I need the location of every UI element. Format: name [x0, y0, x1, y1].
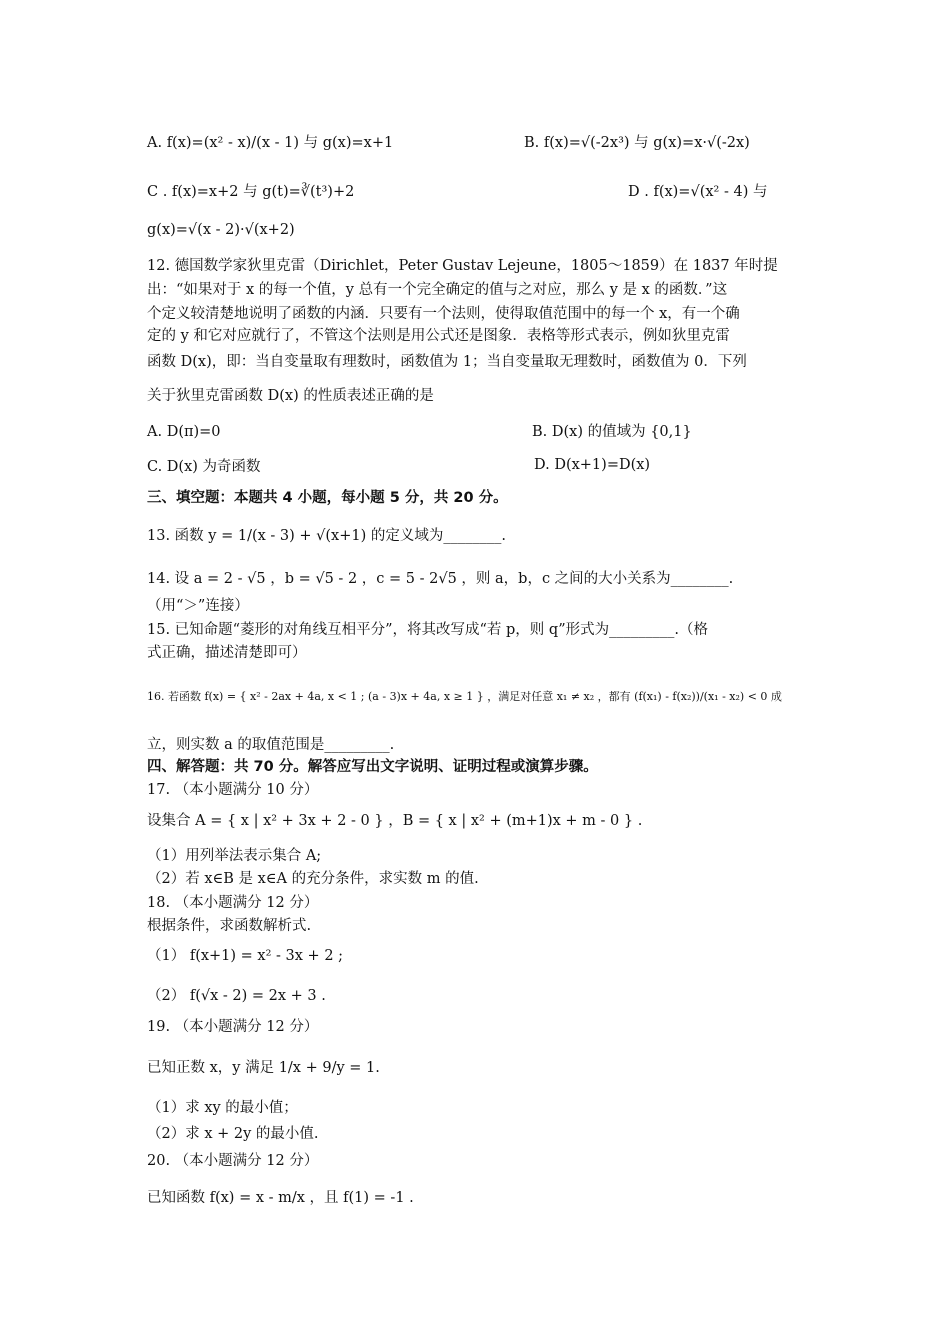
q19-header: 19. （本小题满分 12 分） — [147, 1019, 319, 1035]
q16-line1: 16. 若函数 f(x) = { x² - 2ax + 4a, x < 1 ; (a - 3)x + 4a, x ≥ 1 } ，满足对任意 x₁ ≠ x₂ ，都有 (f(x₁) - f(x₂))/(x₁ - x₂) < 0 成 — [147, 690, 782, 703]
option-11a: A. f(x)=(x² - x)/(x - 1) 与 g(x)=x+1 — [147, 135, 394, 151]
option-12b: B. D(x) 的值域为 {0,1} — [532, 424, 692, 440]
q17-stem: 设集合 A = { x | x² + 3x + 2 - 0 } ，B = { x | x² + (m+1)x + m - 0 } . — [147, 813, 643, 829]
q18-part1: （1） f(x+1) = x² - 3x + 2 ; — [147, 948, 344, 964]
q12-line5: 函数 D(x)，即：当自变量取有理数时，函数值为 1；当自变量取无理数时，函数值为 0．下列 — [147, 354, 747, 370]
option-11c: C . f(x)=x+2 与 g(t)=∛(t³)+2 — [147, 184, 355, 200]
q18-header: 18. （本小题满分 12 分） — [147, 895, 319, 911]
q17-part2: （2）若 x∈B 是 x∈A 的充分条件，求实数 m 的值. — [147, 871, 479, 887]
q19-part1: （1）求 xy 的最小值； — [147, 1100, 298, 1116]
q12-line2: 出：“如果对于 x 的每一个值，y 总有一个完全确定的值与之对应，那么 y 是 x 的函数．”这 — [147, 282, 728, 298]
q16-line2: 立，则实数 a 的取值范围是_________. — [147, 737, 395, 753]
q20-header: 20. （本小题满分 12 分） — [147, 1153, 319, 1169]
q19-part2: （2）求 x + 2y 的最小值. — [147, 1126, 319, 1142]
q14-line2: （用“＞”连接） — [147, 598, 249, 614]
q18-part2: （2） f(√x - 2) = 2x + 3 . — [147, 988, 326, 1004]
q12-line6: 关于狄里克雷函数 D(x) 的性质表述正确的是 — [147, 388, 434, 404]
q12-line4: 定的 y 和它对应就行了，不管这个法则是用公式还是图象．表格等形式表示，例如狄里克雷 — [147, 328, 730, 344]
q15-line2: 式正确，描述清楚即可） — [147, 645, 307, 661]
option-12c: C. D(x) 为奇函数 — [147, 459, 261, 475]
option-11d: D . f(x)=√(x² - 4) 与 — [628, 184, 768, 200]
option-12d: D. D(x+1)=D(x) — [534, 457, 651, 473]
q14-line1: 14. 设 a = 2 - √5 ，b = √5 - 2 ，c = 5 - 2√5 ，则 a，b，c 之间的大小关系为________. — [147, 571, 734, 587]
q12-line1: 12. 德国数学家狄里克雷（Dirichlet，Peter Gustav Lejeune，1805～1859）在 1837 年时提 — [147, 258, 778, 274]
q18-stem: 根据条件，求函数解析式. — [147, 918, 312, 934]
q20-stem: 已知函数 f(x) = x - m/x ，且 f(1) = -1 . — [147, 1190, 414, 1206]
q17-part1: （1）用列举法表示集合 A; — [147, 848, 322, 864]
option-11b: B. f(x)=√(-2x³) 与 g(x)=x·√(-2x) — [524, 135, 750, 151]
q12-line3: 个定义较清楚地说明了函数的内涵．只要有一个法则，使得取值范围中的每一个 x，有一个确 — [147, 306, 740, 322]
section-3-heading: 三、填空题：本题共 4 小题，每小题 5 分，共 20 分。 — [147, 490, 508, 506]
section-4-heading: 四、解答题：共 70 分。解答应写出文字说明、证明过程或演算步骤。 — [147, 759, 598, 775]
option-11d-cont: g(x)=√(x - 2)·√(x+2) — [147, 222, 295, 238]
q17-header: 17. （本小题满分 10 分） — [147, 782, 319, 798]
q15-line1: 15. 已知命题“菱形的对角线互相平分”，将其改写成“若 p，则 q”形式为_________.（格 — [147, 622, 708, 638]
option-12a: A. D(π)=0 — [147, 424, 221, 440]
q13: 13. 函数 y = 1/(x - 3) + √(x+1) 的定义域为________. — [147, 528, 506, 544]
q19-stem: 已知正数 x，y 满足 1/x + 9/y = 1. — [147, 1060, 380, 1076]
